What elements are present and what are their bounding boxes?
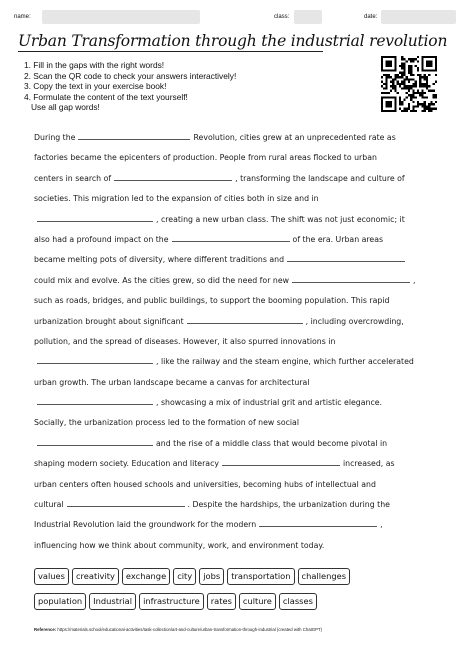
gap-blank[interactable] <box>259 517 377 527</box>
instruction-item: 4. Formulate the content of the text yourself! <box>24 91 188 102</box>
qr-code-icon[interactable] <box>381 56 437 112</box>
worksheet-header <box>14 8 452 26</box>
text-line <box>34 413 420 433</box>
instructions-list <box>24 60 236 113</box>
word-bank-row <box>34 593 434 610</box>
instruction-item: Use all gap words! <box>24 102 100 112</box>
word-chip[interactable]: classes <box>279 593 317 610</box>
instruction-item: 2. Scan the QR code to check your answers interactively! <box>24 70 237 81</box>
gap-blank[interactable] <box>222 456 340 466</box>
gap-blank[interactable] <box>37 354 153 364</box>
text-segment: cultural <box>34 500 64 510</box>
worksheet-title: Urban Transformation through the industrial revolution <box>18 32 448 50</box>
gap-blank[interactable] <box>37 212 153 222</box>
text-line <box>34 148 420 168</box>
gap-blank[interactable] <box>67 497 185 507</box>
gap-blank[interactable] <box>187 314 303 324</box>
text-segment: Revolution, cities grew at an unprecedented rate as <box>193 133 396 142</box>
text-line <box>34 128 420 148</box>
text-segment: also had a profound impact on the <box>34 234 169 244</box>
word-chip[interactable]: culture <box>239 593 276 610</box>
word-chip[interactable]: jobs <box>199 568 224 585</box>
word-chip[interactable]: values <box>34 568 69 585</box>
text-line <box>34 373 420 393</box>
text-line <box>34 271 420 291</box>
class-field[interactable] <box>294 10 322 24</box>
text-line <box>34 352 420 372</box>
word-chip[interactable]: population <box>34 593 86 610</box>
text-segment: urban growth. The urban landscape became a canvas for architectural <box>34 377 310 387</box>
text-segment: , transforming the landscape and culture of <box>235 173 405 183</box>
word-chip[interactable]: infrastructure <box>139 593 204 610</box>
text-line <box>34 475 420 495</box>
text-segment: such as roads, bridges, and public buildings, to support the booming population. This rapid <box>34 296 390 306</box>
text-segment: centers in search of <box>34 173 112 183</box>
gap-blank[interactable] <box>78 130 190 140</box>
text-segment: factories became the epicenters of production. People from rural areas flocked to urban <box>34 153 377 163</box>
text-segment: increased, as <box>342 459 395 469</box>
word-chip[interactable]: creativity <box>72 568 119 585</box>
text-line <box>34 393 420 413</box>
text-line <box>34 332 420 352</box>
text-segment: , <box>380 520 383 530</box>
text-line <box>34 312 420 332</box>
text-segment: could mix and evolve. As the cities grew, so did the need for new <box>34 275 289 285</box>
text-line <box>34 189 420 209</box>
word-bank-row <box>34 568 434 585</box>
text-line <box>34 291 420 311</box>
text-line <box>34 495 420 515</box>
name-label: name: <box>14 14 31 20</box>
gap-blank[interactable] <box>287 252 405 262</box>
text-segment: Industrial Revolution laid the groundwork for the modern <box>34 520 257 530</box>
text-segment: , showcasing a mix of industrial grit and artistic elegance. <box>156 398 383 408</box>
text-line <box>34 230 420 250</box>
date-label: date: <box>364 14 378 20</box>
gap-text <box>34 128 420 556</box>
reference-label: Reference: <box>34 627 57 632</box>
word-chip[interactable]: rates <box>207 593 236 610</box>
instruction-item: 3. Copy the text in your exercise book! <box>24 81 167 91</box>
text-segment: shaping modern society. Education and literacy <box>34 459 219 469</box>
instruction-item: 1. Fill in the gaps with the right words! <box>24 60 165 70</box>
text-segment: During the <box>34 133 76 142</box>
gap-blank[interactable] <box>37 436 153 446</box>
text-segment: Socially, the urbanization process led to the formation of new social <box>34 418 299 428</box>
reference-url[interactable]: https://materials.school/educational-activities/task-collection/art-and-culture/urban-transformation-through-industrial (created with ChatGPT) <box>57 627 323 632</box>
text-segment: , <box>413 275 416 285</box>
word-chip[interactable]: transportation <box>227 568 294 585</box>
text-segment: , creating a new urban class. The shift was not just economic; it <box>156 214 405 224</box>
text-segment: became melting pots of diversity, where different traditions and <box>34 255 285 265</box>
text-line <box>34 536 420 556</box>
text-segment: pollution, and the spread of diseases. However, it also spurred innovations in <box>34 336 336 346</box>
gap-blank[interactable] <box>172 232 290 242</box>
text-line <box>34 169 420 189</box>
text-segment: . Despite the hardships, the urbanization during the <box>187 500 390 510</box>
text-segment: , like the railway and the steam engine, which further accelerated <box>156 357 414 367</box>
text-segment: and the rise of a middle class that would become pivotal in <box>156 438 388 448</box>
word-chip[interactable]: city <box>173 568 196 585</box>
word-chip[interactable]: challenges <box>298 568 351 585</box>
class-label: class: <box>274 14 290 20</box>
text-segment: urbanization brought about significant <box>34 316 184 326</box>
date-field[interactable] <box>381 10 456 24</box>
text-segment: of the era. Urban areas <box>292 234 384 244</box>
name-field[interactable] <box>42 10 200 24</box>
gap-blank[interactable] <box>37 395 153 405</box>
text-line <box>34 515 420 535</box>
text-line <box>34 434 420 454</box>
text-segment: urban centers often housed schools and universities, becoming hubs of intellectual and <box>34 479 376 489</box>
text-line <box>34 454 420 474</box>
word-chip[interactable]: exchange <box>122 568 170 585</box>
text-segment: influencing how we think about community, work, and environment today. <box>34 540 325 550</box>
gap-blank[interactable] <box>292 273 410 283</box>
gap-blank[interactable] <box>114 171 232 181</box>
word-chip[interactable]: Industrial <box>89 593 136 610</box>
text-line <box>34 210 420 230</box>
text-segment: societies. This migration led to the expansion of cities both in size and in <box>34 194 319 204</box>
text-line <box>34 250 420 270</box>
reference-note <box>34 627 322 632</box>
text-segment: , including overcrowding, <box>305 316 404 326</box>
